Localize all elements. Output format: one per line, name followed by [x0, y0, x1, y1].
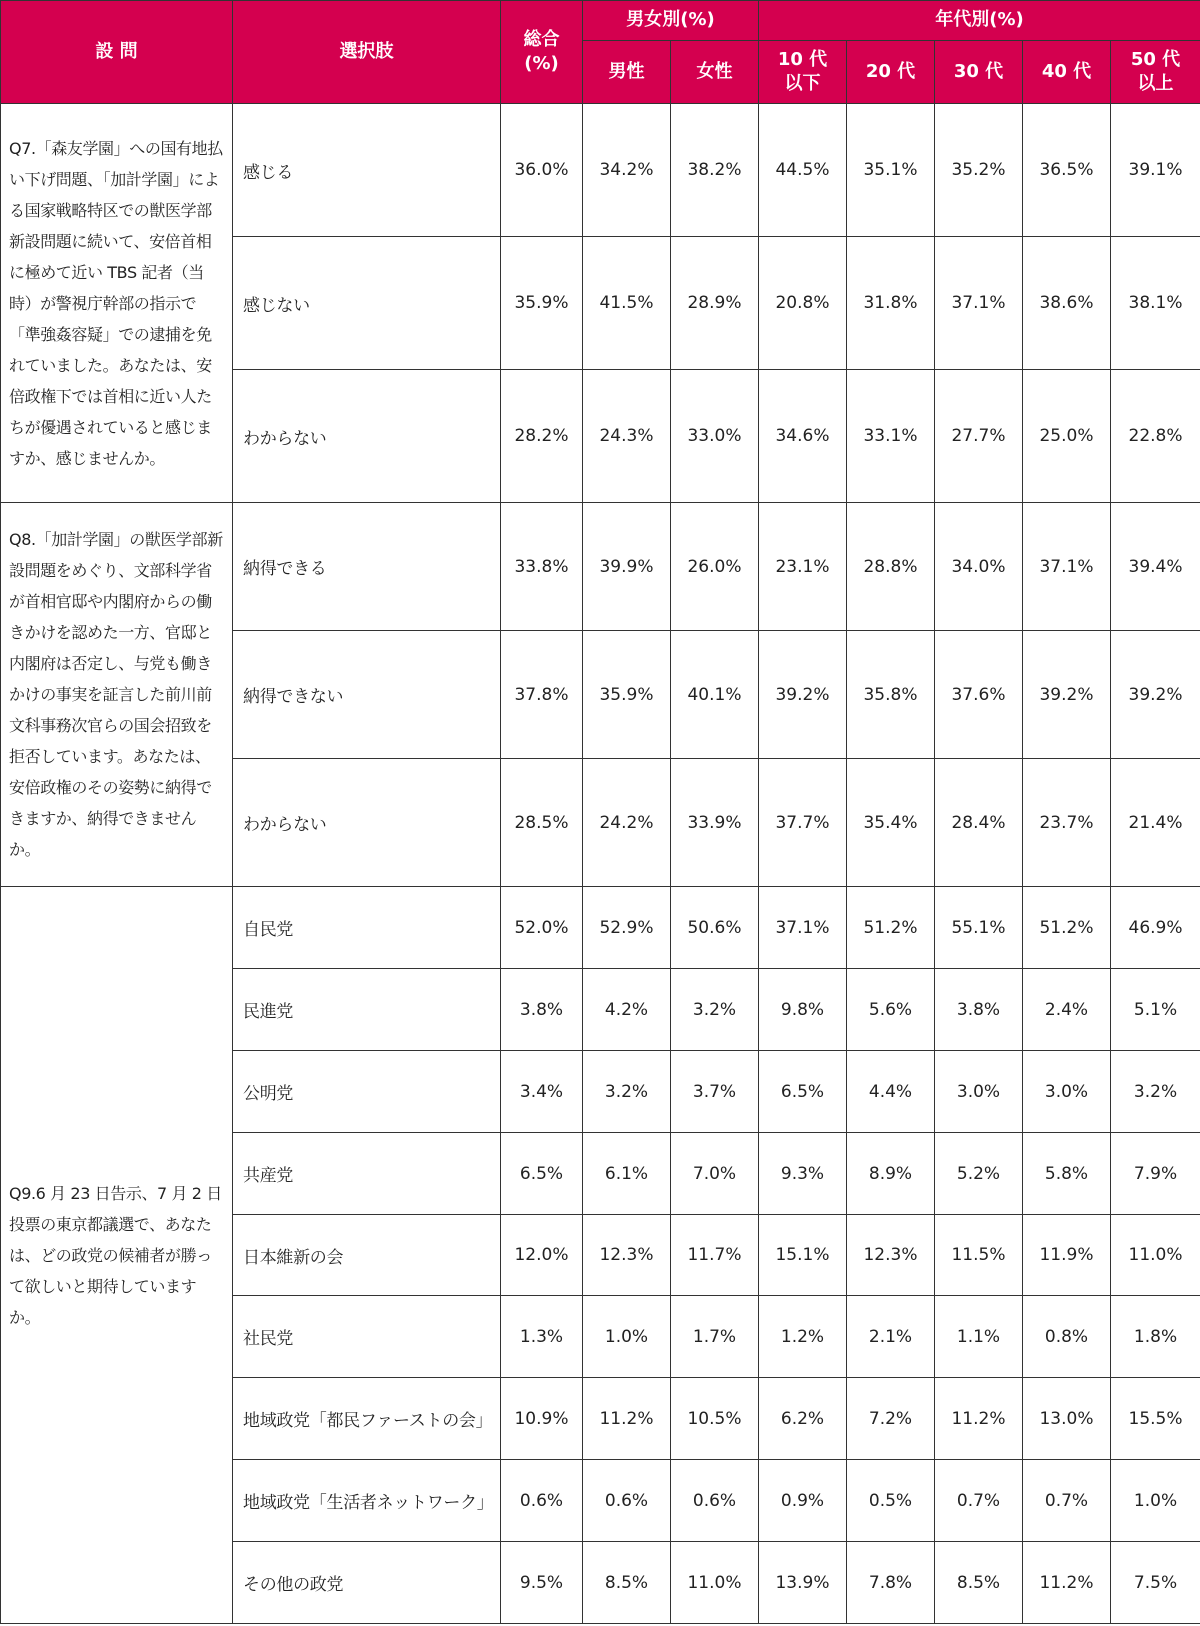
option-label: 感じる [233, 104, 501, 237]
value-cell: 1.1% [935, 1296, 1023, 1378]
value-cell: 28.5% [501, 759, 583, 887]
value-cell: 3.4% [501, 1051, 583, 1133]
value-cell: 4.4% [847, 1051, 935, 1133]
value-cell: 35.2% [935, 104, 1023, 237]
header-age-30: 30 代 [935, 41, 1023, 104]
value-cell: 21.4% [1111, 759, 1200, 887]
value-cell: 35.4% [847, 759, 935, 887]
question-text: Q8.「加計学園」の獣医学部新設問題をめぐり、文部科学省が首相官邸や内閣府からの働きかけを認めた一方、官邸と内閣府は否定し、与党も働きかけの事実を証言した前川前文科事務次官らの国会招致を拒否しています。あなたは、安倍政権のその姿勢に納得できますか、納得できませんか。 [1, 503, 233, 887]
value-cell: 37.8% [501, 631, 583, 759]
value-cell: 22.8% [1111, 370, 1200, 503]
value-cell: 37.7% [759, 759, 847, 887]
header-age-40: 40 代 [1023, 41, 1111, 104]
value-cell: 46.9% [1111, 887, 1200, 969]
header-option: 選択肢 [233, 1, 501, 104]
option-label: 社民党 [233, 1296, 501, 1378]
value-cell: 11.9% [1023, 1215, 1111, 1296]
header-total-unit: (%) [524, 53, 559, 74]
value-cell: 28.4% [935, 759, 1023, 887]
header-age-10 [759, 41, 847, 104]
header-question: 設 問 [1, 1, 233, 104]
value-cell: 8.5% [583, 1542, 671, 1624]
value-cell: 51.2% [847, 887, 935, 969]
table-row [1, 104, 1200, 237]
value-cell: 20.8% [759, 237, 847, 370]
value-cell: 3.2% [1111, 1051, 1200, 1133]
value-cell: 39.2% [759, 631, 847, 759]
value-cell: 0.7% [935, 1460, 1023, 1542]
value-cell: 34.2% [583, 104, 671, 237]
value-cell: 23.1% [759, 503, 847, 631]
header-age-50 [1111, 41, 1200, 104]
option-label: 共産党 [233, 1133, 501, 1215]
question-text: Q9.6 月 23 日告示、7 月 2 日投票の東京都議選で、あなたは、どの政党の候補者が勝って欲しいと期待していますか。 [1, 887, 233, 1624]
value-cell: 6.1% [583, 1133, 671, 1215]
value-cell: 39.4% [1111, 503, 1200, 631]
value-cell: 8.5% [935, 1542, 1023, 1624]
value-cell: 25.0% [1023, 370, 1111, 503]
value-cell: 11.2% [1023, 1542, 1111, 1624]
header-total-label: 総合 [523, 28, 560, 50]
question-text: Q7.「森友学園」への国有地払い下げ問題、「加計学園」による国家戦略特区での獣医学部新設問題に続いて、安倍首相に極めて近い TBS 記者（当時）が警視庁幹部の指示で「準強姦容疑」での逮捕を免れていました。あなたは、安倍政権下では首相に近い人たちが優遇されていると感じますか、感じませんか。 [1, 104, 233, 503]
option-label: その他の政党 [233, 1542, 501, 1624]
value-cell: 3.2% [671, 969, 759, 1051]
value-cell: 40.1% [671, 631, 759, 759]
value-cell: 31.8% [847, 237, 935, 370]
value-cell: 6.5% [501, 1133, 583, 1215]
value-cell: 3.0% [935, 1051, 1023, 1133]
value-cell: 1.8% [1111, 1296, 1200, 1378]
value-cell: 1.0% [1111, 1460, 1200, 1542]
table-body [1, 104, 1200, 1624]
value-cell: 6.5% [759, 1051, 847, 1133]
value-cell: 36.0% [501, 104, 583, 237]
value-cell: 11.2% [935, 1378, 1023, 1460]
header-total [501, 1, 583, 104]
header-age-50-line1: 50 代 [1130, 48, 1181, 70]
value-cell: 0.7% [1023, 1460, 1111, 1542]
value-cell: 2.4% [1023, 969, 1111, 1051]
value-cell: 5.6% [847, 969, 935, 1051]
value-cell: 7.2% [847, 1378, 935, 1460]
value-cell: 11.7% [671, 1215, 759, 1296]
value-cell: 3.2% [583, 1051, 671, 1133]
option-label: 日本維新の会 [233, 1215, 501, 1296]
value-cell: 38.1% [1111, 237, 1200, 370]
value-cell: 5.2% [935, 1133, 1023, 1215]
value-cell: 52.0% [501, 887, 583, 969]
header-row-top [1, 1, 1200, 41]
value-cell: 36.5% [1023, 104, 1111, 237]
value-cell: 37.1% [759, 887, 847, 969]
value-cell: 1.2% [759, 1296, 847, 1378]
value-cell: 13.0% [1023, 1378, 1111, 1460]
value-cell: 8.9% [847, 1133, 935, 1215]
value-cell: 51.2% [1023, 887, 1111, 969]
value-cell: 1.3% [501, 1296, 583, 1378]
value-cell: 52.9% [583, 887, 671, 969]
value-cell: 12.3% [583, 1215, 671, 1296]
value-cell: 7.0% [671, 1133, 759, 1215]
value-cell: 9.8% [759, 969, 847, 1051]
header-age-10-line1: 10 代 [777, 48, 828, 70]
header-male: 男性 [583, 41, 671, 104]
value-cell: 23.7% [1023, 759, 1111, 887]
value-cell: 38.2% [671, 104, 759, 237]
header-age-50-line2: 以上 [1137, 73, 1174, 94]
value-cell: 4.2% [583, 969, 671, 1051]
value-cell: 15.5% [1111, 1378, 1200, 1460]
option-label: 公明党 [233, 1051, 501, 1133]
value-cell: 10.5% [671, 1378, 759, 1460]
value-cell: 7.5% [1111, 1542, 1200, 1624]
value-cell: 24.3% [583, 370, 671, 503]
value-cell: 34.0% [935, 503, 1023, 631]
value-cell: 2.1% [847, 1296, 935, 1378]
value-cell: 12.3% [847, 1215, 935, 1296]
option-label: 自民党 [233, 887, 501, 969]
value-cell: 7.9% [1111, 1133, 1200, 1215]
value-cell: 15.1% [759, 1215, 847, 1296]
value-cell: 5.8% [1023, 1133, 1111, 1215]
value-cell: 0.5% [847, 1460, 935, 1542]
header-age-10-line2: 以下 [784, 73, 821, 94]
option-label: わからない [233, 370, 501, 503]
value-cell: 39.1% [1111, 104, 1200, 237]
value-cell: 55.1% [935, 887, 1023, 969]
value-cell: 28.2% [501, 370, 583, 503]
value-cell: 1.0% [583, 1296, 671, 1378]
option-label: わからない [233, 759, 501, 887]
value-cell: 38.6% [1023, 237, 1111, 370]
value-cell: 0.6% [583, 1460, 671, 1542]
value-cell: 0.8% [1023, 1296, 1111, 1378]
value-cell: 24.2% [583, 759, 671, 887]
value-cell: 6.2% [759, 1378, 847, 1460]
header-age-20: 20 代 [847, 41, 935, 104]
value-cell: 39.2% [1111, 631, 1200, 759]
value-cell: 9.3% [759, 1133, 847, 1215]
value-cell: 28.8% [847, 503, 935, 631]
table-header [1, 1, 1200, 104]
header-age-group: 年代別(%) [759, 1, 1200, 41]
value-cell: 33.8% [501, 503, 583, 631]
value-cell: 27.7% [935, 370, 1023, 503]
value-cell: 11.5% [935, 1215, 1023, 1296]
value-cell: 37.6% [935, 631, 1023, 759]
value-cell: 41.5% [583, 237, 671, 370]
value-cell: 3.0% [1023, 1051, 1111, 1133]
value-cell: 0.6% [501, 1460, 583, 1542]
option-label: 納得できない [233, 631, 501, 759]
option-label: 民進党 [233, 969, 501, 1051]
option-label: 地域政党「生活者ネットワーク」 [233, 1460, 501, 1542]
value-cell: 33.1% [847, 370, 935, 503]
value-cell: 35.8% [847, 631, 935, 759]
option-label: 納得できる [233, 503, 501, 631]
table-row [1, 887, 1200, 969]
value-cell: 10.9% [501, 1378, 583, 1460]
value-cell: 0.6% [671, 1460, 759, 1542]
value-cell: 50.6% [671, 887, 759, 969]
value-cell: 5.1% [1111, 969, 1200, 1051]
value-cell: 9.5% [501, 1542, 583, 1624]
header-gender-group: 男女別(%) [583, 1, 759, 41]
option-label: 感じない [233, 237, 501, 370]
value-cell: 28.9% [671, 237, 759, 370]
value-cell: 12.0% [501, 1215, 583, 1296]
value-cell: 33.0% [671, 370, 759, 503]
value-cell: 13.9% [759, 1542, 847, 1624]
value-cell: 11.0% [671, 1542, 759, 1624]
value-cell: 26.0% [671, 503, 759, 631]
table-row [1, 503, 1200, 631]
value-cell: 0.9% [759, 1460, 847, 1542]
option-label: 地域政党「都民ファーストの会」 [233, 1378, 501, 1460]
value-cell: 37.1% [935, 237, 1023, 370]
value-cell: 1.7% [671, 1296, 759, 1378]
value-cell: 3.8% [501, 969, 583, 1051]
value-cell: 3.7% [671, 1051, 759, 1133]
value-cell: 11.2% [583, 1378, 671, 1460]
value-cell: 35.9% [501, 237, 583, 370]
value-cell: 7.8% [847, 1542, 935, 1624]
value-cell: 39.9% [583, 503, 671, 631]
value-cell: 33.9% [671, 759, 759, 887]
value-cell: 35.9% [583, 631, 671, 759]
value-cell: 11.0% [1111, 1215, 1200, 1296]
value-cell: 39.2% [1023, 631, 1111, 759]
header-female: 女性 [671, 41, 759, 104]
value-cell: 37.1% [1023, 503, 1111, 631]
value-cell: 3.8% [935, 969, 1023, 1051]
value-cell: 44.5% [759, 104, 847, 237]
value-cell: 34.6% [759, 370, 847, 503]
value-cell: 35.1% [847, 104, 935, 237]
